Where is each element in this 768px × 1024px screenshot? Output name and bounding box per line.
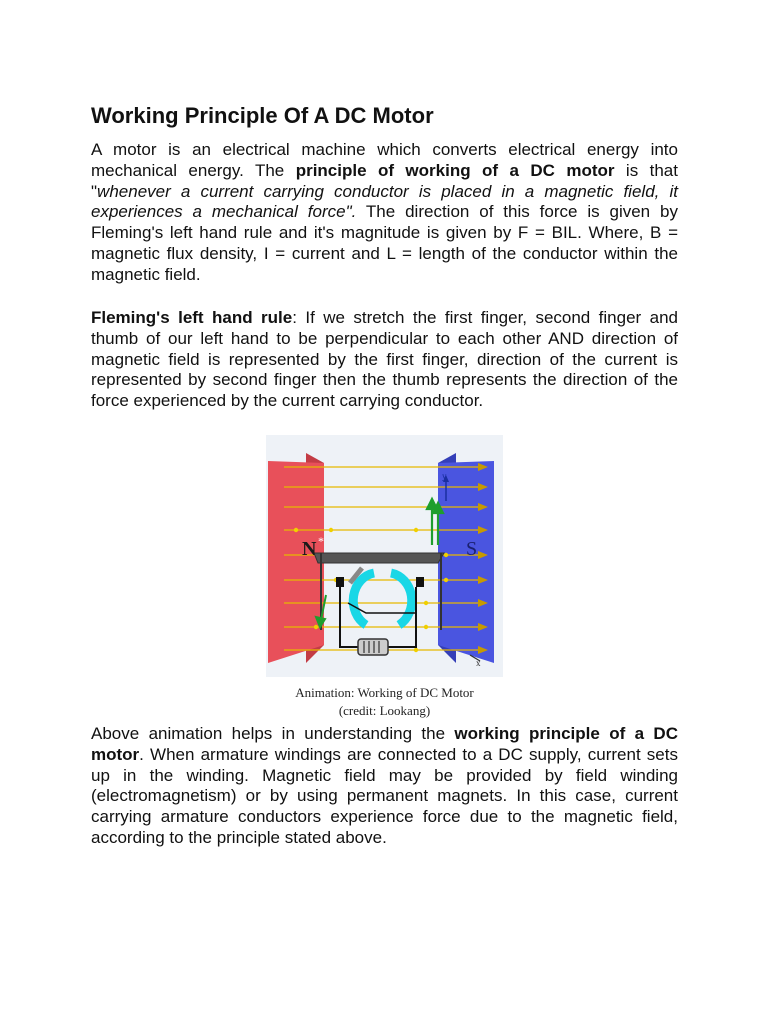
explanation-bold-principle: working principle of a DC motor bbox=[91, 724, 678, 764]
animation-explanation-paragraph bbox=[91, 724, 678, 849]
flemings-rule-text: : If we stretch the first finger, second finger and thumb of our left hand to be perpendicular to each other AND direction of magnetic field is represented by the first finger, direction of the current is represented by second finger then the thumb represents the direction of the force experienced by the current carrying conductor. bbox=[91, 308, 678, 411]
brush-right bbox=[416, 577, 424, 587]
intro-text-2: is that " bbox=[91, 160, 678, 201]
explanation-text-2: . When armature windings are connected to a DC supply, current sets up in the winding. Magnetic field may be provided by field winding (electromagnetism) or by using permanent magnets. In this case, current carrying armature conductors experience force due to the magnetic field, according to the principle stated above. bbox=[91, 744, 678, 847]
south-pole-label: S bbox=[466, 538, 478, 560]
intro-bold-principle: principle of working of a DC motor bbox=[295, 160, 615, 180]
north-magnet bbox=[268, 461, 324, 663]
caption-line-2: (credit: Lookang) bbox=[338, 703, 431, 718]
commutator-right-half bbox=[391, 573, 412, 625]
intro-italic-quote: whenever a current carrying conductor is placed in a magnetic field, it experiences a mechanical force". bbox=[91, 181, 678, 222]
commutator-left-half bbox=[353, 573, 374, 625]
north-pole-star: * bbox=[318, 534, 324, 548]
flemings-rule-heading: Fleming's left hand rule bbox=[91, 308, 293, 327]
dc-motor-animation bbox=[266, 435, 503, 677]
axis-x-label: x bbox=[476, 658, 481, 668]
figure-caption bbox=[91, 684, 678, 720]
north-pole-label: N bbox=[302, 538, 317, 560]
caption-line-1: Animation: Working of DC Motor bbox=[295, 685, 474, 700]
page-title: Working Principle Of A DC Motor bbox=[91, 103, 434, 128]
armature-top-plate bbox=[314, 553, 444, 563]
explanation-text-1: Above animation helps in understanding the bbox=[91, 724, 455, 743]
intro-paragraph bbox=[91, 140, 678, 286]
intro-text-1: A motor is an electrical machine which converts electrical energy into mechanical energy. The bbox=[91, 140, 678, 180]
dc-supply bbox=[358, 639, 388, 655]
brush-left bbox=[336, 577, 344, 587]
flemings-rule-paragraph bbox=[91, 308, 678, 412]
axis-y-label: y bbox=[442, 471, 447, 481]
dc-motor-illustration bbox=[266, 435, 503, 677]
intro-text-3: The direction of this force is given by Fleming's left hand rule and it's magnitude is given by F = BIL. Where, B = magnetic flux density, I = current and L = length of the conductor within the magnetic field. bbox=[91, 202, 678, 284]
